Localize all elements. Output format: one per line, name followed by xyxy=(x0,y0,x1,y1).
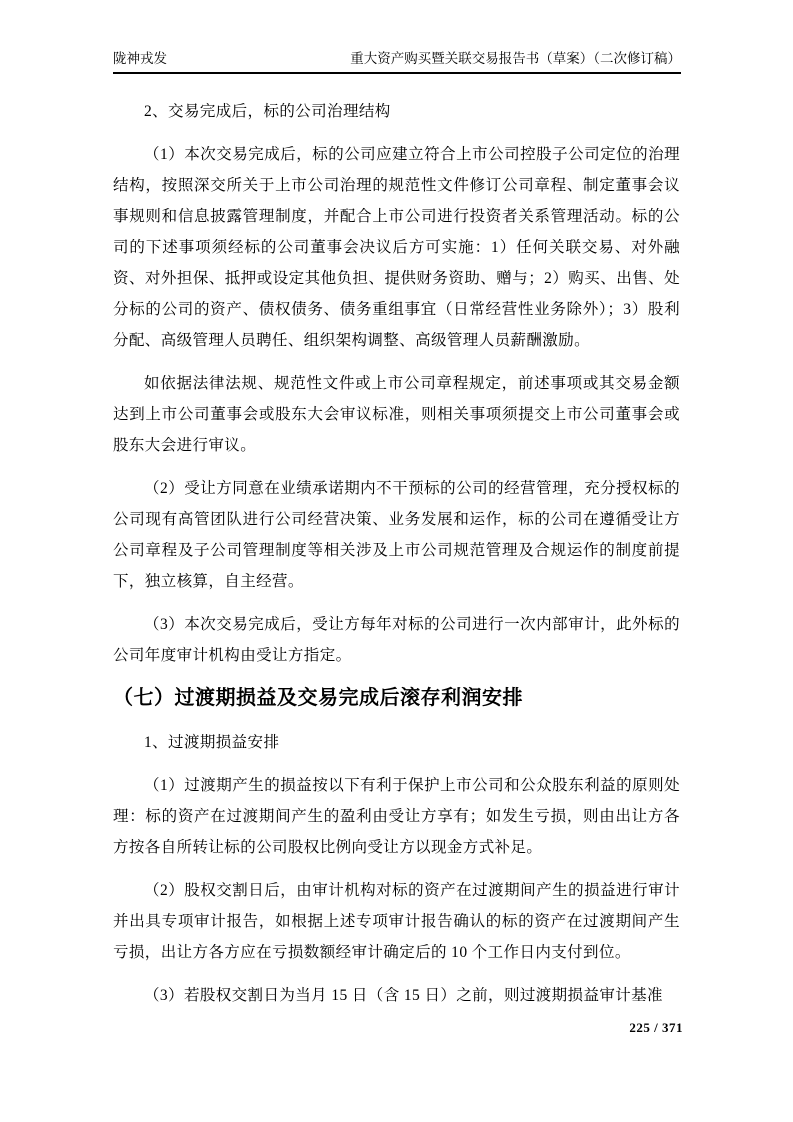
subheading-transition-arrangement: 1、过渡期损益安排 xyxy=(144,734,280,751)
paragraph-governance-1: （1）本次交易完成后，标的公司应建立符合上市公司控股子公司定位的治理结构，按照深交所关于上市公司治理的规范性文件修订公司章程、制定董事会议事规则和信息披露管理制度，并配合上市公司进行投资者关系管理活动。标的公司的下述事项须经标的公司董事会决议后方可实施：1）任何关联交易、对外融资、对外担保、抵押或设定其他负担、提供财务资助、赠与；2）购买、出售、处分标的公司的资产、债权债务、债务重组事宜（日常经营性业务除外）；3）股利分配、高级管理人员聘任、组织架构调整、高级管理人员薪酬激励。 xyxy=(113,146,680,349)
section-heading-transition-profit-loss: （七）过渡期损益及交易完成后滚存利润安排 xyxy=(113,687,523,709)
paragraph-transition-2: （2）股权交割日后，由审计机构对标的资产在过渡期间产生的损益进行审计并出具专项审计报告，如根据上述专项审计报告确认的标的资产在过渡期间产生亏损，出让方各方应在亏损数额经审计确定后的 10 个工作日内支付到位。 xyxy=(113,882,680,961)
paragraph-governance-3: （2）受让方同意在业绩承诺期内不干预标的公司的经营管理，充分授权标的公司现有高管团队进行公司经营决策、业务发展和运作，标的公司在遵循受让方公司章程及子公司管理制度等相关涉及上市公司规范管理及合规运作的制度前提下，独立核算，自主经营。 xyxy=(113,480,680,590)
subheading-governance-structure: 2、交易完成后，标的公司治理结构 xyxy=(144,103,391,120)
paragraph-governance-2: 如依据法律法规、规范性文件或上市公司章程规定，前述事项或其交易金额达到上市公司董事会或股东大会审议标准，则相关事项须提交上市公司董事会或股东大会进行审议。 xyxy=(113,375,680,454)
header-report-title: 重大资产购买暨关联交易报告书（草案）（二次修订稿） xyxy=(350,51,681,66)
document-body xyxy=(113,96,680,1023)
page-number: 225 / 371 xyxy=(629,1020,683,1035)
paragraph-transition-3: （3）若股权交割日为当月 15 日（含 15 日）之前，则过渡期损益审计基准 xyxy=(144,987,663,1004)
header-company-name: 陇神戎发 xyxy=(113,51,167,66)
paragraph-governance-4: （3）本次交易完成后，受让方每年对标的公司进行一次内部审计，此外标的公司年度审计机构由受让方指定。 xyxy=(113,616,680,664)
page-header xyxy=(113,47,681,74)
paragraph-transition-1: （1）过渡期产生的损益按以下有利于保护上市公司和公众股东利益的原则处理：标的资产在过渡期间产生的盈利由受让方享有；如发生亏损，则由出让方各方按各自所转让标的公司股权比例向受让方以现金方式补足。 xyxy=(113,777,680,856)
